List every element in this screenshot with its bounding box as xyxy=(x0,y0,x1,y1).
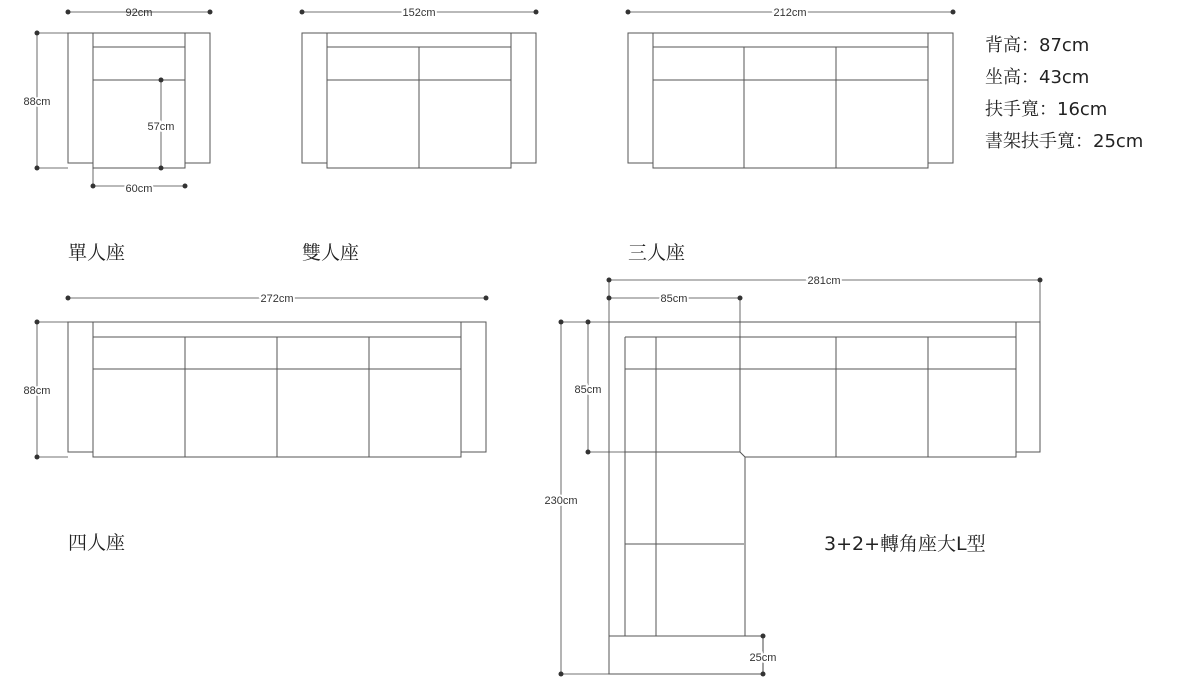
l-shape-corner-width-label: 85cm xyxy=(660,293,688,305)
double-sofa-caption: 雙人座 xyxy=(302,242,360,264)
spec-separator: ： xyxy=(1075,131,1093,152)
spec-value: 25cm xyxy=(1093,131,1144,152)
l-shape-corner-depth-label: 85cm xyxy=(574,384,602,396)
spec-name: 扶手寬 xyxy=(985,99,1039,120)
l-shape-sofa-caption: 3+2+轉角座大L型 xyxy=(824,533,986,555)
quad-sofa-plan xyxy=(68,322,486,457)
quad-depth-label: 88cm xyxy=(23,385,51,397)
quad-depth-dimension xyxy=(24,320,68,460)
l-shape-corner-width-dimension xyxy=(607,293,743,337)
double-sofa-plan xyxy=(302,33,536,168)
spec-value: 43cm xyxy=(1039,67,1090,88)
single-seat-width-dimension xyxy=(91,168,188,195)
spec-list xyxy=(985,30,1143,158)
spec-name: 坐高 xyxy=(985,67,1021,88)
l-shape-length-dimension xyxy=(544,320,609,677)
quad-width-label: 272cm xyxy=(260,293,294,305)
single-depth-dimension xyxy=(24,31,68,171)
double-width-label: 152cm xyxy=(402,7,436,19)
spec-separator: ： xyxy=(1021,67,1039,88)
quad-width-dimension xyxy=(66,293,489,305)
triple-sofa-plan xyxy=(628,33,953,168)
spec-separator: ： xyxy=(1039,99,1057,120)
spec-separator: ： xyxy=(1021,35,1039,56)
spec-item-seat-height xyxy=(985,62,1143,94)
spec-item-back-height xyxy=(985,30,1143,62)
triple-width-dimension xyxy=(626,7,956,19)
single-depth-label: 88cm xyxy=(23,96,51,108)
spec-value: 87cm xyxy=(1039,35,1090,56)
l-shape-width-label: 281cm xyxy=(807,275,841,287)
triple-sofa-caption: 三人座 xyxy=(628,242,686,264)
triple-width-label: 212cm xyxy=(773,7,807,19)
spec-item-shelf-armrest-width xyxy=(985,126,1143,158)
single-width-dimension xyxy=(66,7,213,19)
single-sofa-plan xyxy=(68,33,210,168)
single-sofa-caption: 單人座 xyxy=(68,242,126,264)
quad-sofa-caption: 四人座 xyxy=(68,532,126,554)
l-shape-length-label: 230cm xyxy=(544,495,578,507)
spec-name: 書架扶手寬 xyxy=(985,131,1075,152)
single-seat-depth-label: 57cm xyxy=(147,121,175,133)
l-shape-sofa-plan xyxy=(609,322,1040,674)
l-shape-corner-depth-dimension xyxy=(575,320,625,455)
double-width-dimension xyxy=(300,7,539,19)
spec-item-armrest-width xyxy=(985,94,1143,126)
spec-value: 16cm xyxy=(1057,99,1108,120)
single-width-label: 92cm xyxy=(125,7,153,19)
spec-name: 背高 xyxy=(985,35,1021,56)
single-seat-width-label: 60cm xyxy=(125,183,153,195)
l-shape-shelf-arm-label: 25cm xyxy=(749,652,777,664)
